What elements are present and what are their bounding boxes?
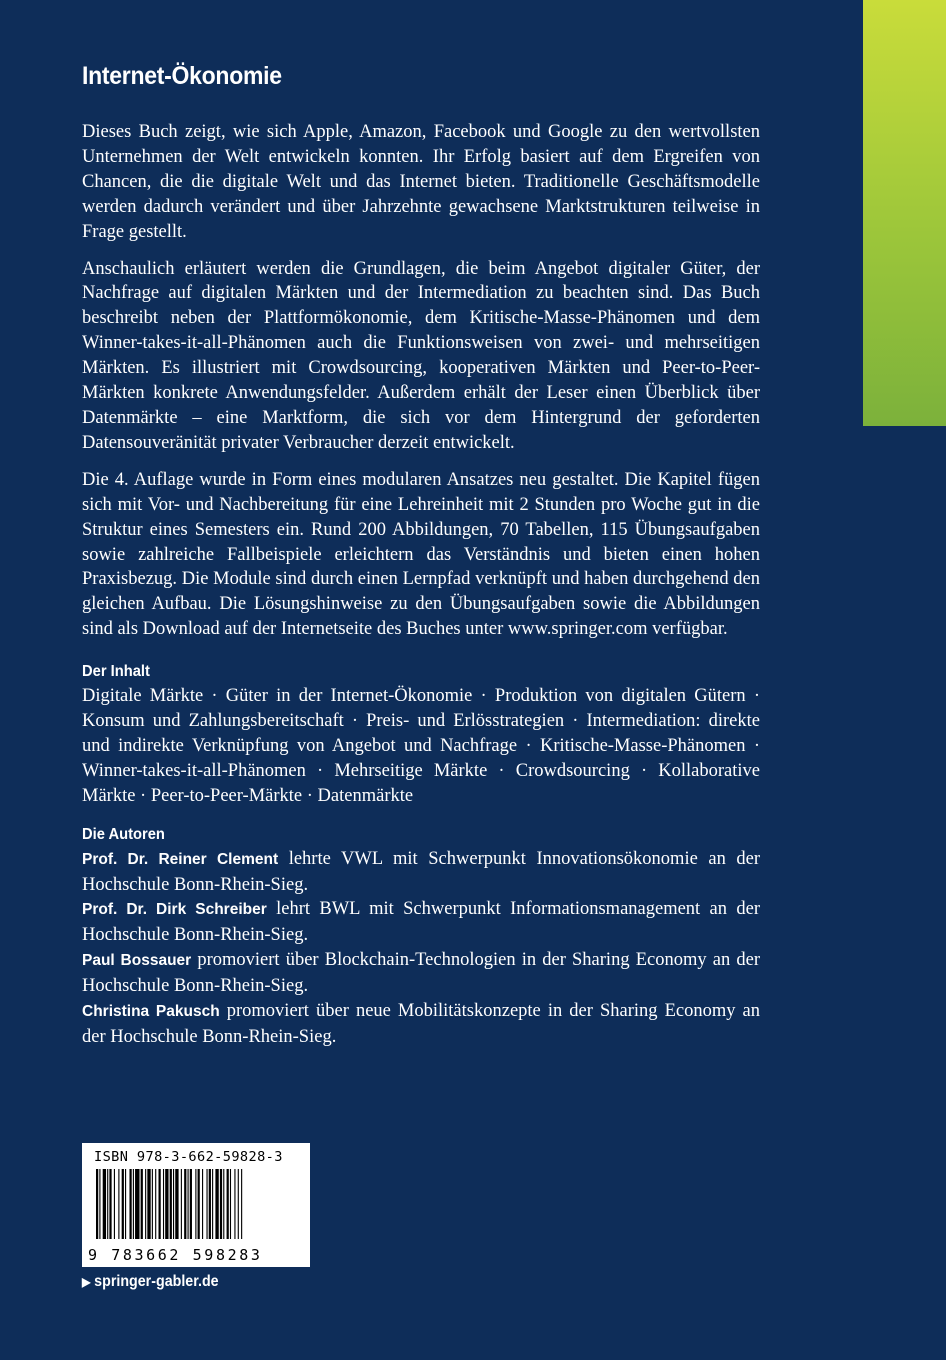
barcode-bar (109, 1169, 111, 1239)
barcode-bar (96, 1169, 98, 1239)
paragraph-intro: Dieses Buch zeigt, wie sich Apple, Amazon, Facebook und Google zu den wertvollsten Unternehmen der Welt entwickeln konnten. Ihr Erfolg basiert auf dem Ergreifen von Chancen, die die digitale Welt und das Internet bieten. Traditionelle Geschäftsmodelle werden dadurch verändert und über Jahrzehnte gewachsene Marktstrukturen teilweise in Frage gestellt. (82, 122, 760, 242)
barcode-bar (125, 1169, 126, 1239)
barcode-bar (163, 1169, 164, 1239)
barcode-bar (188, 1169, 189, 1239)
book-title: Internet-Ökonomie (82, 62, 282, 90)
barcode-bar (99, 1169, 100, 1239)
barcode-bar (190, 1169, 192, 1239)
barcode-bar (133, 1169, 134, 1239)
author-entry (82, 897, 760, 948)
barcode-bar (141, 1169, 143, 1239)
barcode-bar (212, 1169, 213, 1239)
barcode-bar (155, 1169, 156, 1239)
barcode-bar (206, 1169, 207, 1239)
barcode-bar (209, 1169, 211, 1239)
barcode-bar (195, 1169, 196, 1239)
barcode-bar (135, 1169, 139, 1239)
barcode-bar (234, 1169, 235, 1239)
barcode-digits: 9 783662 598283 (88, 1246, 263, 1264)
green-accent-bar (863, 0, 946, 426)
author-name: Christina Pakusch (82, 1003, 220, 1021)
contents-list: Digitale Märkte · Güter in der Internet-Ökonomie · Produktion von digitalen Gütern · Konsum und Zahlungsbereitschaft · Preis- und Erlösstrategien · Intermediation: direkte und indirekte Verknüpfung von Angebot und Nachfrage · Kritische-Masse-Phänomen · Winner-takes-it-all-Phänomen · Mehrseitige Märkte · Crowdsourcing · Kollaborative Märkte · Peer-to-Peer-Märkte · Datenmärkte (82, 686, 760, 806)
barcode-graphic (88, 1169, 304, 1245)
barcode-bar (175, 1169, 178, 1239)
paragraph-edition: Die 4. Auflage wurde in Form eines modularen Ansatzes neu gestaltet. Die Kapitel fügen sich mit Vor- und Nachbereitung für eine Lehreinheit mit 2 Stunden pro Woche gut in die Struktur eines Semesters ein. Rund 200 Abbildungen, 70 Tabellen, 115 Übungsaufgaben sowie zahlreiche Fallbeispiele erleichtern das Verständnis und bieten einen hohen Praxisbezug. Die Module sind durch einen Lernpfad verknüpft und haben durchgehend den gleichen Aufbau. Die Lösungshinweise zu den Übungsaufgaben sowie die Abbildungen sind als Download auf der Internetseite des Buches unter www.springer.com verfügbar. (82, 469, 760, 640)
barcode-bar (198, 1169, 200, 1239)
authors-heading: Die Autoren (82, 825, 165, 843)
paragraph-topics: Anschaulich erläutert werden die Grundlagen, die beim Angebot digitaler Güter, der Nachfrage auf digitalen Märkten und der Intermediation zu beachten sind. Das Buch beschreibt neben der Plattformökonomie, dem Kritische-Masse-Phänomen und dem Winner-takes-it-all-Phänomen auch die Funktionsweisen von zwei- und mehrseitigen Märkten. Es illustriert mit Crowdsourcing, kooperativen Märkten und Peer-to-Peer-Märkten konkrete Anwendungsfelder. Außerdem erhält der Leser einen Überblick über Datenmärkte – eine Marktform, die sich vor dem Hintergrund der geforderten Datensouveränität privater Verbraucher derzeit entwickelt. (82, 258, 760, 453)
barcode-bar (103, 1169, 106, 1239)
barcode-bar (181, 1169, 182, 1239)
barcode-bar (147, 1169, 150, 1239)
author-bio: promoviert über Blockchain-Technologien in der Sharing Economy an der Hochschule Bonn-Rhein-Sieg. (82, 950, 760, 997)
barcode-bar (202, 1169, 203, 1239)
isbn-label: ISBN 978-3-662-59828-3 (94, 1149, 283, 1165)
barcode-bar (227, 1169, 229, 1239)
isbn-barcode (82, 1143, 310, 1267)
barcode-bar (118, 1169, 119, 1239)
author-entry (82, 999, 760, 1050)
contents-heading: Der Inhalt (82, 663, 150, 681)
author-name: Paul Bossauer (82, 952, 192, 970)
barcode-bar (241, 1169, 242, 1239)
publisher-url: springer-gabler.de (94, 1273, 219, 1290)
barcode-bar (114, 1169, 115, 1239)
barcode-bar (215, 1169, 218, 1239)
barcode-bar (152, 1169, 153, 1239)
barcode-bar (238, 1169, 239, 1239)
barcode-bar (122, 1169, 124, 1239)
author-entry (82, 847, 760, 898)
barcode-bar (145, 1169, 146, 1239)
barcode-bar (223, 1169, 224, 1239)
barcode-bar (170, 1169, 172, 1239)
author-bio: lehrte VWL mit Schwerpunkt Innovationsökonomie an der Hochschule Bonn-Rhein-Sieg. (82, 848, 761, 895)
barcode-bar (173, 1169, 174, 1239)
back-cover-text (82, 120, 760, 1050)
author-bio: promoviert über neue Mobilitätskonzepte in der Sharing Economy an der Hochschule Bonn-Rhein-Sieg. (82, 1001, 760, 1047)
barcode-bar (230, 1169, 231, 1239)
publisher-link[interactable] (82, 1273, 219, 1291)
barcode-bar (129, 1169, 131, 1239)
barcode-bar (107, 1169, 108, 1239)
author-name: Prof. Dr. Reiner Clement (82, 850, 279, 868)
barcode-bar (159, 1169, 161, 1239)
author-bio: lehrt BWL mit Schwerpunkt Informationsmanagement an der Hochschule Bonn-Rhein-Sieg. (82, 899, 760, 946)
barcode-bar (220, 1169, 222, 1239)
barcode-bar (184, 1169, 186, 1239)
author-name: Prof. Dr. Dirk Schreiber (82, 901, 267, 919)
barcode-bar (165, 1169, 168, 1239)
author-entry (82, 948, 760, 999)
triangle-right-icon: ▶ (82, 1275, 91, 1289)
